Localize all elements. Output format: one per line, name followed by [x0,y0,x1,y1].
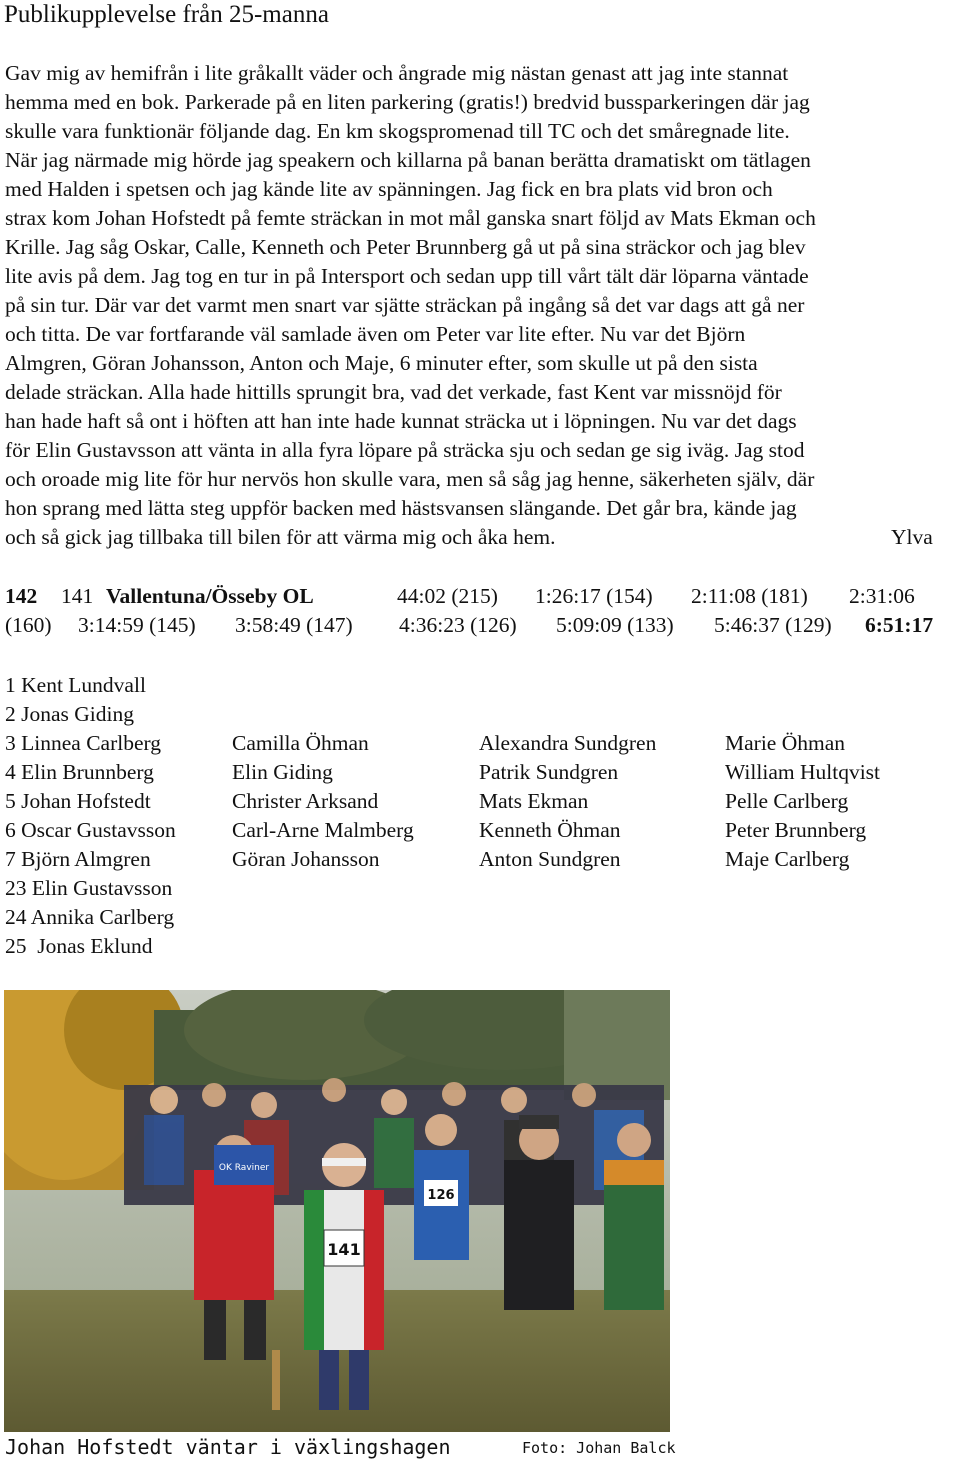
runner-name: 23 Elin Gustavsson [5,876,173,900]
split-time: 5:09:09 (133) [556,613,674,637]
bib-126: 126 [427,1188,455,1203]
runner-name: Camilla Öhman [232,731,369,755]
split-time: 3:14:59 (145) [78,613,196,637]
shirt-text: OK Raviner [218,1163,270,1173]
page-title: Publikupplevelse från 25-manna [4,1,329,28]
text-line: Gav mig av hemifrån i lite gråkallt väder och ångrade mig nästan genast att jag inte stannat [5,61,789,85]
report-text [5,59,960,552]
split-time: 3:58:49 (147) [235,613,353,637]
last-line [5,523,960,552]
runner-name: 3 Linnea Carlberg [5,731,162,755]
runner-name: Kenneth Öhman [479,818,621,842]
split-time: 44:02 (215) [397,584,498,608]
runner-name: 2 Jonas Giding [5,702,134,726]
runner-name: Mats Ekman [479,789,589,813]
runner-name: William Hultqvist [725,760,881,784]
signature: Ylva [891,525,933,549]
text-line: med Halden i spetsen och jag kände lite av spänningen. Jag fick en bra plats vid bron och [5,177,773,201]
text-line: och oroade mig lite för hur nervös hon skulle vara, men så såg jag henne, säkerheten själv, där [5,467,815,491]
result-bib: 141 [61,584,94,608]
split-time: 2:11:08 (181) [691,584,808,608]
text-line: hemma med en bok. Parkerade på en liten parkering (gratis!) bredvid bussparkeringen där jag [5,90,810,114]
text-line: strax kom Johan Hofstedt på femte sträckan in mot mål ganska snart följd av Mats Ekman och [5,206,816,230]
runner-name: 1 Kent Lundvall [5,673,146,697]
team-row [5,903,960,932]
runner-name: 24 Annika Carlberg [5,905,175,929]
text-line: lite avis på dem. Jag tog en tur in på Intersport och sedan upp till vårt tält där löparna väntade [5,264,809,288]
text-line: han hade haft så ont i höften att han inte hade kunnat sträcka ut i löpningen. Nu var det dags [5,409,797,433]
runner-name: 5 Johan Hofstedt [5,789,151,813]
split-time: 5:46:37 (129) [714,613,832,637]
bib-141: 141 [327,1240,361,1259]
runner-name: Carl-Arne Malmberg [232,818,414,842]
photo-illustration [4,990,670,1432]
team-row [5,729,960,758]
text-line: Krille. Jag såg Oskar, Calle, Kenneth och Peter Brunnberg gå ut på sina sträckor och jag blev [5,235,806,259]
text-line: Almgren, Göran Johansson, Anton och Maje, 6 minuter efter, som skulle ut på den sista [5,351,758,375]
team-row [5,845,960,874]
runner-name: 7 Björn Almgren [5,847,151,871]
split-time: 2:31:06 [849,584,915,608]
result-row-2 [5,611,960,640]
runner-name: Elin Giding [232,760,333,784]
runner-name: 6 Oscar Gustavsson [5,818,176,842]
text-line: och titta. De var fortfarande väl samlade även om Peter var lite efter. Nu var det Björn [5,322,746,346]
text-line: för Elin Gustavsson att vänta in alla fyra löpare på sträcka sju och sedan ge sig iväg. Jag stod [5,438,805,462]
runner-name: Peter Brunnberg [725,818,867,842]
event-photo [4,990,670,1432]
photo-caption: Johan Hofstedt väntar i växlingshagen [5,1435,451,1459]
text-line: hon sprang med lätta steg uppför backen med hästsvansen slängande. Det går bra, kände jag [5,496,797,520]
split-rank: (160) [5,613,52,637]
text-line: delade sträckan. Alla hade hittills sprungit bra, vad det verkade, fast Kent var missnöjd för [5,380,782,404]
split-time: 4:36:23 (126) [399,613,517,637]
runner-name: 25 Jonas Eklund [5,934,153,958]
text-line: skulle vara funktionär följande dag. En km skogspromenad till TC och det småregnade lite. [5,119,790,143]
split-time: 1:26:17 (154) [535,584,653,608]
runner-name: Göran Johansson [232,847,380,871]
runner-name: Maje Carlberg [725,847,850,871]
runner-name: Anton Sundgren [479,847,621,871]
result-club: Vallentuna/Össeby OL [106,584,314,608]
team-row [5,816,960,845]
team-row [5,787,960,816]
runner-name: Christer Arksand [232,789,379,813]
team-row [5,700,960,729]
result-place: 142 [5,584,38,608]
text-line: och så gick jag tillbaka till bilen för att värma mig och åka hem. [5,525,556,549]
result-block [5,582,960,640]
runner-name: Patrik Sundgren [479,760,619,784]
team-row [5,874,960,903]
team-row [5,758,960,787]
photo-credit: Foto: Johan Balck [522,1439,676,1457]
final-time: 6:51:17 [865,613,934,637]
runner-name: 4 Elin Brunnberg [5,760,154,784]
team-row [5,932,960,961]
runner-name: Marie Öhman [725,731,846,755]
text-line: på sin tur. Där var det varmt men snart var sjätte sträckan på ingång så det var dags att gå ner [5,293,805,317]
text-line: När jag närmade mig hörde jag speakern och killarna på banan berätta dramatiskt om tätlagen [5,148,811,172]
team-list [5,671,960,961]
team-row [5,671,960,700]
result-row-1 [5,582,960,611]
runner-name: Pelle Carlberg [725,789,849,813]
runner-name: Alexandra Sundgren [479,731,657,755]
